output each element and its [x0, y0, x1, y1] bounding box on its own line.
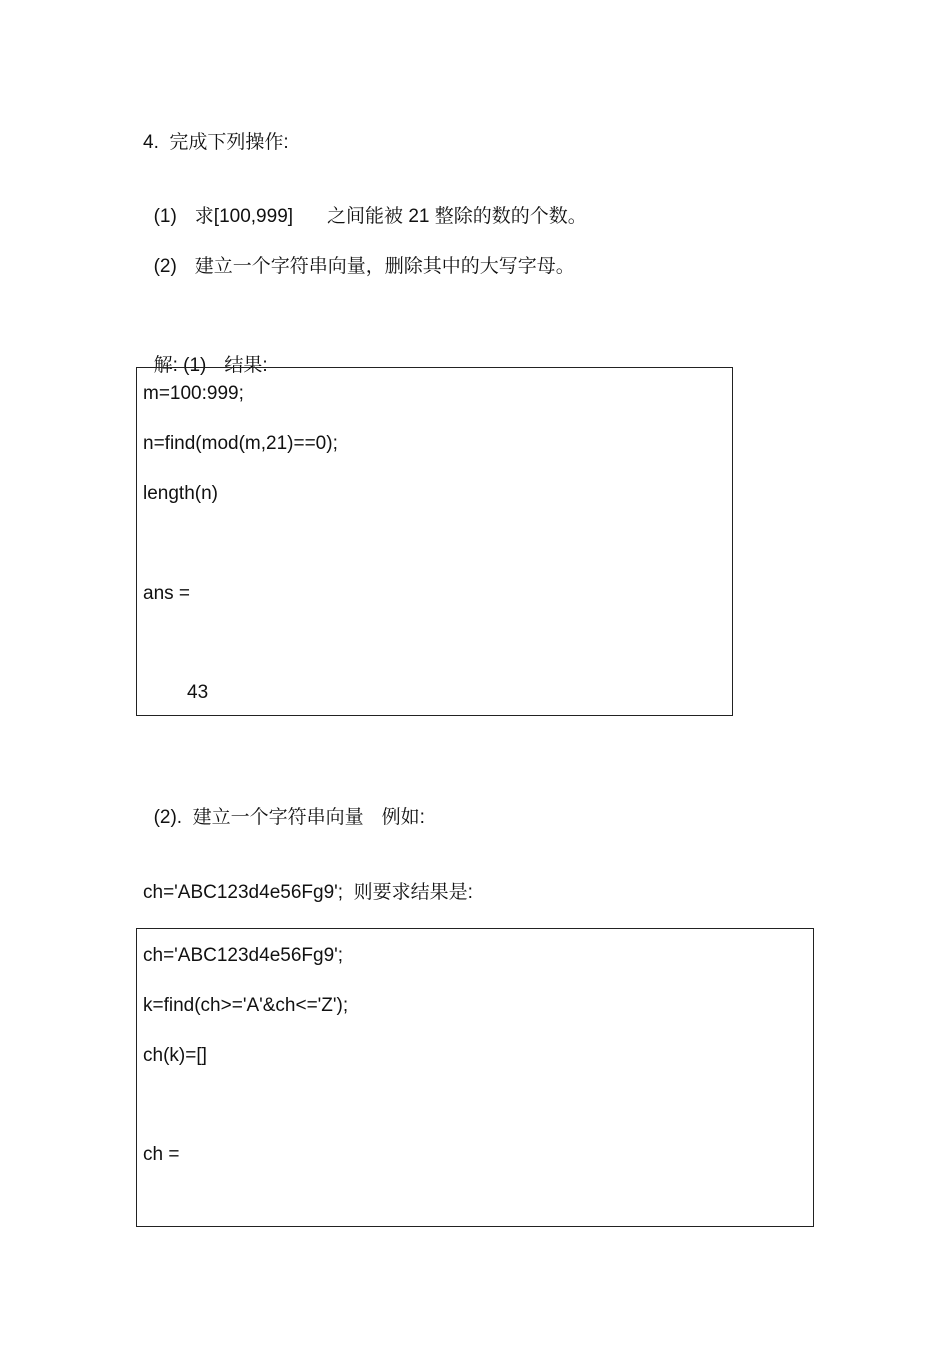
solution-1-label: 结果: — [224, 355, 268, 376]
code-block-2 — [136, 928, 814, 1227]
solution-prefix: 解: — [153, 355, 178, 376]
code-output-label: ans = — [143, 583, 191, 604]
code-line: ch(k)=[] — [143, 1045, 207, 1066]
item-1-number: (1) — [153, 206, 177, 227]
code-block-1 — [136, 367, 733, 716]
item-2-text: 建立一个字符串向量，删除其中的大写字母。 — [194, 256, 575, 277]
solution-2-example-label: 例如: — [381, 807, 425, 828]
code-line: m=100:999; — [143, 383, 244, 404]
code-line: ch='ABC123d4e56Fg9'; — [143, 945, 344, 966]
question-title: 4. 完成下列操作: — [143, 132, 289, 153]
question-item-2 — [143, 231, 575, 279]
code-output-label: ch = — [143, 1144, 180, 1165]
question-item-1 — [143, 181, 587, 229]
code-line: k=find(ch>='A'&ch<='Z'); — [143, 995, 349, 1016]
item-1-text-a: 求[100,999] — [194, 206, 294, 227]
solution-2-intro: ch='ABC123d4e56Fg9'; 则要求结果是: — [143, 882, 473, 903]
item-1-text-b: 之间能被 21 整除的数的个数。 — [327, 206, 587, 227]
solution-1-number: (1) — [183, 355, 207, 376]
item-2-number: (2) — [153, 256, 177, 277]
solution-2-heading — [143, 782, 425, 830]
code-line: n=find(mod(m,21)==0); — [143, 433, 338, 454]
code-output-value: 43 — [187, 682, 209, 703]
solution-2-heading-text: (2). 建立一个字符串向量 — [153, 807, 364, 828]
code-line: length(n) — [143, 483, 218, 504]
